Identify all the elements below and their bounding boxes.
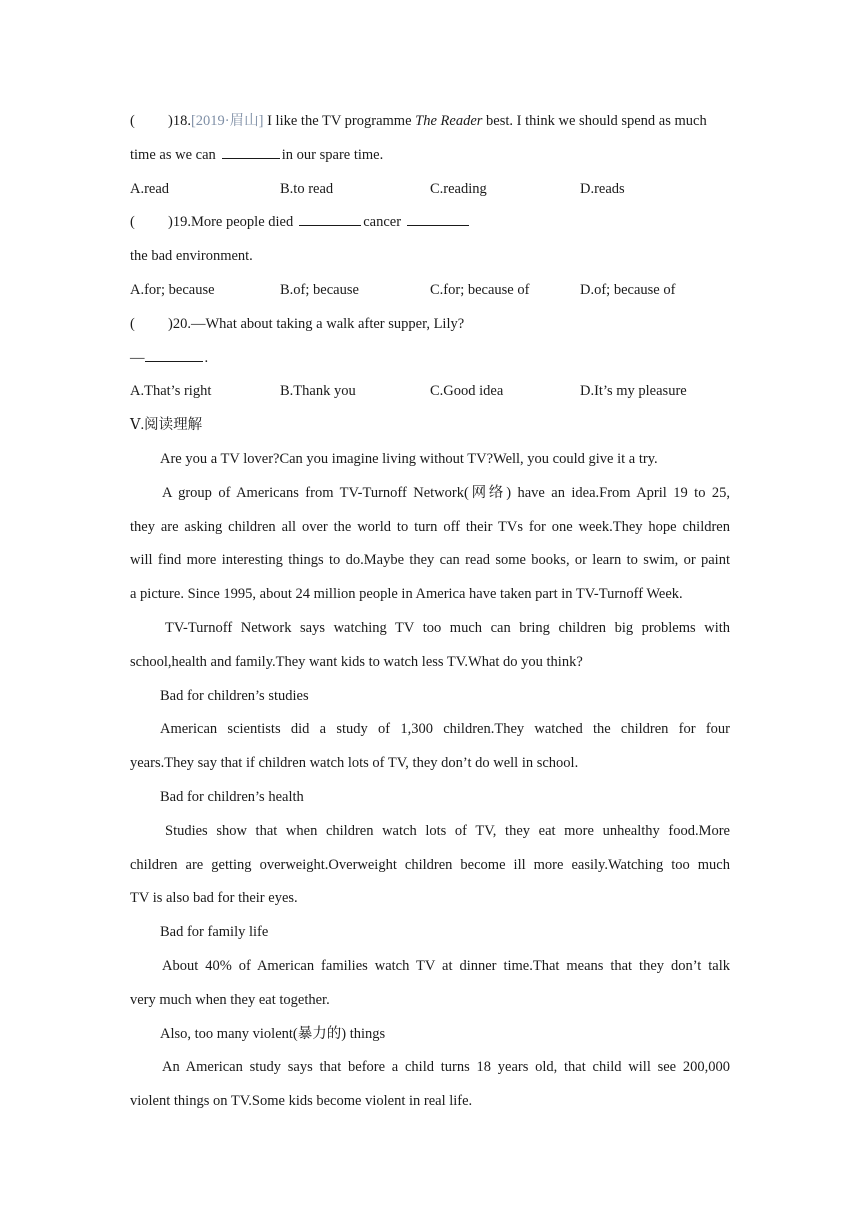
option-a: A.That’s right — [130, 383, 212, 400]
option-b: B.Thank you — [280, 383, 356, 400]
answer-bracket: ( — [130, 315, 135, 332]
passage-paragraph-5-line: Studies show that when children watch lots of TV, they eat more unhealthy food.More — [165, 822, 730, 839]
question-19-options — [130, 279, 730, 313]
question-number: )20.—What about taking a walk after supper, Lily? — [168, 315, 465, 332]
period: . — [204, 349, 209, 366]
option-a: A.for; because — [130, 281, 215, 298]
subheading-health: Bad for children’s health — [160, 788, 304, 805]
option-c: C.for; because of — [430, 281, 530, 298]
passage-paragraph-7-line: An American study says that before a child turns 18 years old, that child will see 200,000 — [162, 1059, 730, 1076]
question-19-line-2 — [130, 245, 730, 279]
question-19-line-1 — [130, 211, 730, 245]
answer-bracket: ( — [130, 113, 135, 129]
subheading-studies: Bad for children’s studies — [160, 687, 309, 704]
question-text: in our spare time. — [281, 146, 384, 163]
option-d: D.It’s my pleasure — [580, 383, 687, 400]
document-content — [130, 110, 730, 1124]
option-b: B.to read — [280, 180, 334, 197]
answer-bracket: ( — [130, 214, 135, 231]
passage-paragraph-4-line: American scientists did a study of 1,300 children.They watched the children for four — [160, 721, 730, 738]
question-text: time as we can — [130, 146, 216, 163]
passage-paragraph-2-line: will find more interesting things to do.Maybe they can read some books, or learn to swim, or paint — [130, 552, 730, 569]
question-source: [2019·眉山] — [190, 113, 264, 129]
question-18-line-1 — [130, 110, 730, 144]
option-c: C.Good idea — [430, 383, 504, 400]
subheading-violent: Also, too many violent(暴力的) things — [160, 1025, 386, 1042]
question-20-options — [130, 380, 730, 414]
passage-paragraph-3-line: TV-Turnoff Network says watching TV too much can bring children big problems with — [165, 619, 730, 636]
passage-paragraph-1: Are you a TV lover?Can you imagine living without TV?Well, you could give it a try. — [160, 450, 658, 467]
option-c: C.reading — [430, 180, 487, 197]
passage-paragraph-2-line: a picture. Since 1995, about 24 million people in America have taken part in TV-Turnoff Week. — [130, 586, 683, 603]
passage-paragraph-5-line: TV is also bad for their eyes. — [130, 890, 298, 907]
question-text: the bad environment. — [130, 248, 253, 265]
dash: — — [130, 349, 145, 366]
question-20-line-1 — [130, 313, 730, 347]
passage-paragraph-2-line: A group of Americans from TV-Turnoff Network(网络) have an idea.From April 19 to 25, — [162, 484, 730, 501]
question-text: cancer — [363, 214, 402, 231]
programme-title: The Reader — [415, 113, 483, 129]
question-20-line-2 — [130, 347, 730, 381]
option-d: D.reads — [580, 180, 625, 197]
option-d: D.of; because of — [580, 281, 676, 298]
question-number: )18. — [168, 113, 191, 129]
answer-blank — [299, 213, 361, 226]
passage-paragraph-5-line: children are getting overweight.Overweight children become ill more easily.Watching too much — [130, 856, 730, 873]
answer-blank — [145, 349, 203, 362]
question-18-line-2 — [130, 144, 730, 178]
subheading-family: Bad for family life — [160, 924, 269, 941]
passage-paragraph-2-line: they are asking children all over the world to turn off their TVs for one week.They hope children — [130, 518, 730, 535]
answer-blank — [222, 146, 280, 159]
question-text: I like the TV programme — [263, 113, 416, 129]
passage-paragraph-6-line: very much when they eat together. — [130, 991, 330, 1008]
question-text: best. I think we should spend as much — [482, 113, 707, 129]
passage-paragraph-4-line: years.They say that if children watch lots of TV, they don’t do well in school. — [130, 755, 579, 772]
question-number: )19.More people died — [168, 214, 294, 231]
option-a: A.read — [130, 180, 170, 197]
passage-paragraph-3-line: school,health and family.They want kids to watch less TV.What do you think? — [130, 653, 583, 670]
section-heading: Ⅴ.阅读理解 — [130, 417, 203, 434]
passage-paragraph-6-line: About 40% of American families watch TV at dinner time.That means that they don’t talk — [162, 957, 730, 974]
answer-blank — [407, 213, 469, 226]
option-b: B.of; because — [280, 281, 359, 298]
passage-paragraph-7-line: violent things on TV.Some kids become violent in real life. — [130, 1093, 473, 1110]
question-18-options — [130, 178, 730, 212]
